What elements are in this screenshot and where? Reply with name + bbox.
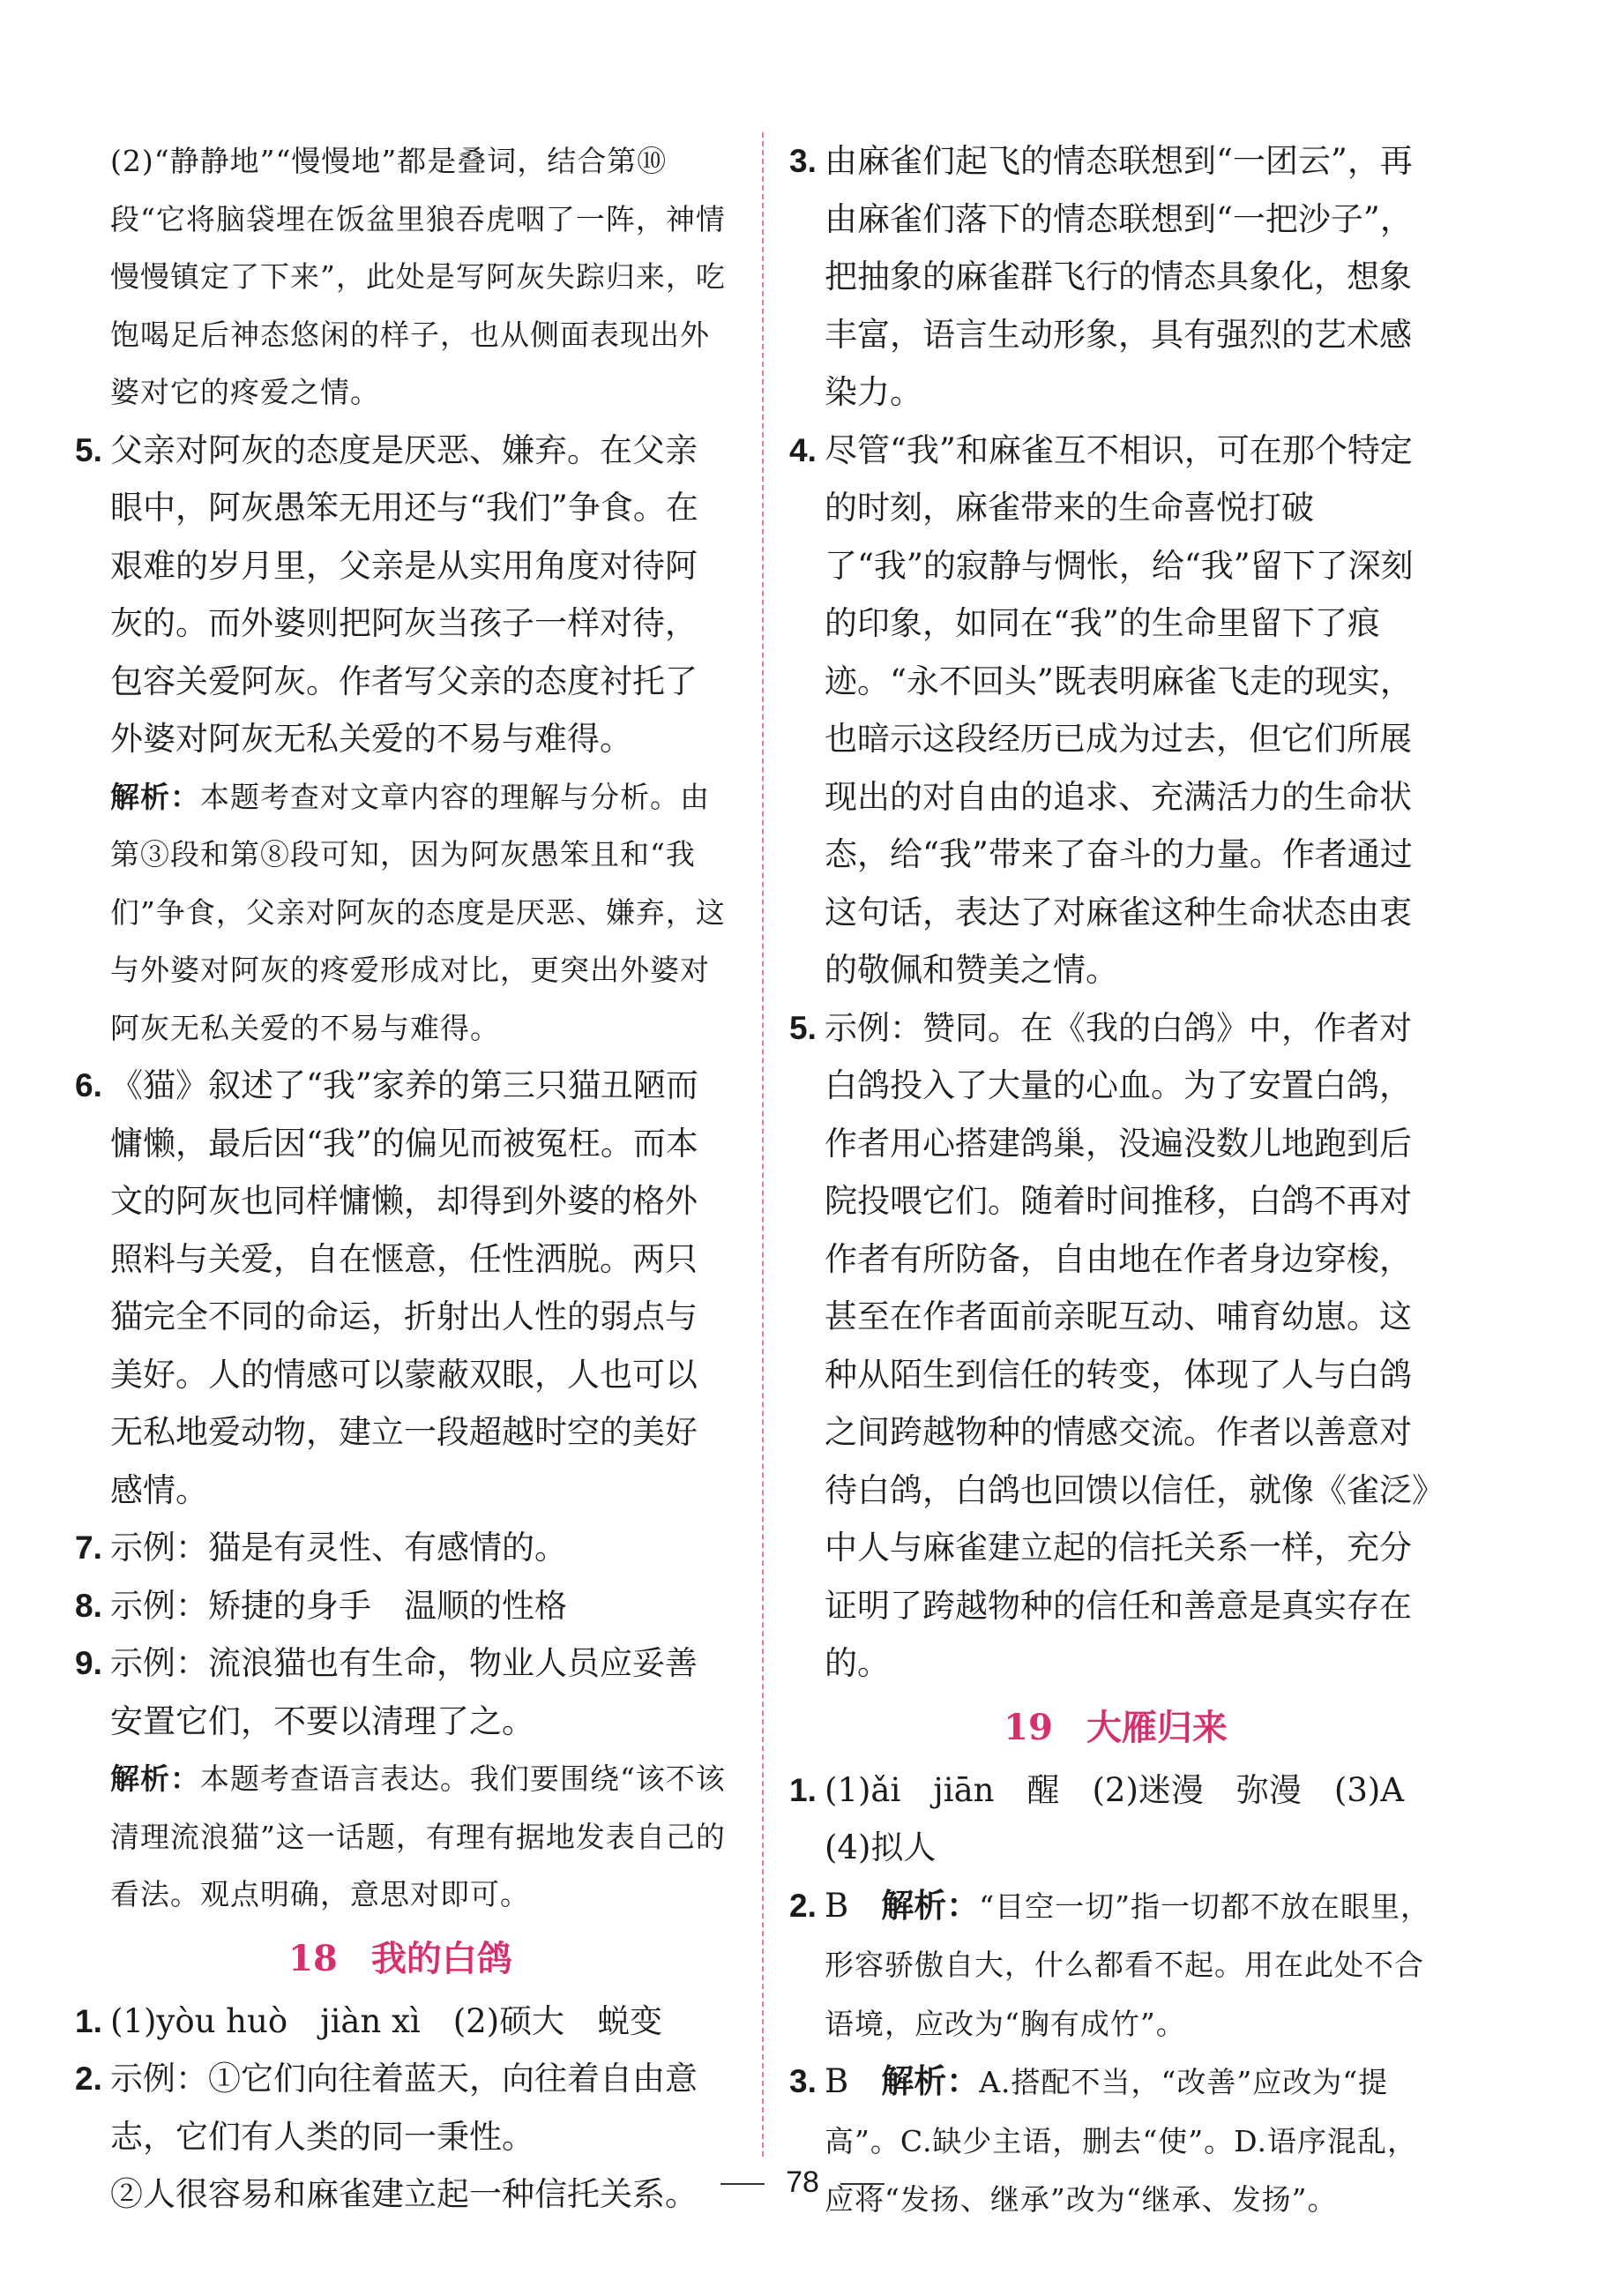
answer-item-7: 7. 示例：猫是有灵性、有感情的。: [75, 1529, 567, 1567]
answer-item-8: 8. 示例：矫捷的身手 温顺的性格: [75, 1586, 567, 1625]
answer-item-2: 2. B 解析：“目空一切”指一切都不放在眼里，形容骄傲自大，什么都看不起。用在此处不合语境，应改为“胸有成竹”。: [789, 1886, 1430, 2041]
answer-continuation: ②人很容易和麻雀建立起一种信托关系。: [110, 2175, 698, 2213]
right-column: [789, 132, 1442, 2229]
section-heading-19: 19 大雁归来: [1004, 1706, 1228, 1748]
section-heading-18: 18 我的白鸽: [288, 1937, 512, 1979]
answer-item-9: 9. 示例：流浪猫也有生命，物业人员应妥善安置它们，不要以清理了之。: [75, 1644, 698, 1740]
answer-item-3: 3. 由麻雀们起飞的情态联想到“一团云”，再由麻雀们落下的情态联想到“一把沙子”，把抽象的麻雀群飞行的情态具象化，想象丰富，语言生动形象，具有强烈的艺术感染力。: [789, 142, 1413, 411]
page-number: 78: [786, 2165, 819, 2199]
answer-continuation: (2)“静静地”“慢慢地”都是叠词，结合第⑩段“它将脑袋埋在饭盆里狼吞虎咽了一阵，神情慢慢镇定了下来”，此处是写阿灰失踪归来，吃饱喝足后神态悠闲的样子，也从侧面表现出外婆对它的疼爱之情。: [110, 144, 726, 409]
footer-rule-left: [720, 2183, 765, 2185]
analysis-note: 解析：本题考查对文章内容的理解与分析。由第③段和第⑧段可知，因为阿灰愚笨且和“我们”争食，父亲对阿灰的态度是厌恶、嫌弃，这与外婆对阿灰的疼爱形成对比，更突出外婆对阿灰无私关爱的不易与难得。: [110, 779, 726, 1045]
answer-item-4: 4. 尽管“我”和麻雀互不相识，可在那个特定的时刻，麻雀带来的生命喜悦打破了“我”的寂静与惆怅，给“我”留下了深刻的印象，如同在“我”的生命里留下了痕迹。“永不回头”既表明麻雀飞走的现实，也暗示这段经历已成为过去，但它们所展现出的对自由的追求、充满活力的生命状态，给“我”带来了奋斗的力量。作者通过这句话，表达了对麻雀这种生命状态由衷的敬佩和赞美之情。: [789, 430, 1414, 989]
analysis-note: 解析：本题考查语言表达。我们要围绕“该不该清理流浪猫”这一话题，有理有据地发表自己的看法。观点明确，意思对即可。: [110, 1761, 726, 1911]
answer-item-5: 5. 示例：赞同。在《我的白鸽》中，作者对白鸽投入了大量的心血。为了安置白鸽，作者用心搭建鸽巢，没遍没数儿地跑到后院投喂它们。随着时间推移，白鸽不再对作者有所防备，自由地在作者身边穿梭，甚至在作者面前亲昵互动、哺育幼崽。这种从陌生到信任的转变，体现了人与白鸽之间跨越物种的情感交流。作者以善意对待白鸽，白鸽也回馈以信任，就像《雀泛》中人与麻雀建立起的信托关系一样，充分证明了跨越物种的信任和善意是真实存在的。: [789, 1008, 1429, 1682]
answer-item-5: 5. 父亲对阿灰的态度是厌恶、嫌弃。在父亲眼中，阿灰愚笨无用还与“我们”争食。在艰难的岁月里，父亲是从实用角度对待阿灰的。而外婆则把阿灰当孩子一样对待，包容关爱阿灰。作者写父亲的态度衬托了外婆对阿灰无私关爱的不易与难得。: [75, 430, 698, 758]
answer-item-3: 3. B 解析：A.搭配不当，“改善”应改为“提高”。C.缺少主语，删去“使”。D.语序混乱，应将“发扬、继承”改为“继承、发扬”。: [789, 2062, 1417, 2217]
answer-item-6: 6. 《猫》叙述了“我”家养的第三只猫丑陋而慵懒，最后因“我”的偏见而被冤枉。而本文的阿灰也同样慵懒，却得到外婆的格外照料与关爱，自在惬意，任性洒脱。两只猫完全不同的命运，折射出人性的弱点与美好。人的情感可以蒙蔽双眼，人也可以无私地爱动物，建立一段超越时空的美好感情。: [75, 1066, 698, 1509]
answer-item-1: 1. (1)ǎi jiān 醒 (2)迷漫 弥漫 (3)A (4)拟人: [789, 1770, 1437, 1866]
footer-rule-right: [840, 2183, 885, 2185]
column-divider: [762, 132, 764, 2157]
answer-item-2: 2. 示例：①它们向往着蓝天，向往着自由意志，它们有人类的同一秉性。: [75, 2060, 698, 2156]
answer-item-1: 1. (1)yòu huò jiàn xì (2)硕大 蜕变: [75, 2001, 663, 2040]
left-column: [75, 132, 726, 2224]
page-footer: [0, 2165, 1605, 2200]
